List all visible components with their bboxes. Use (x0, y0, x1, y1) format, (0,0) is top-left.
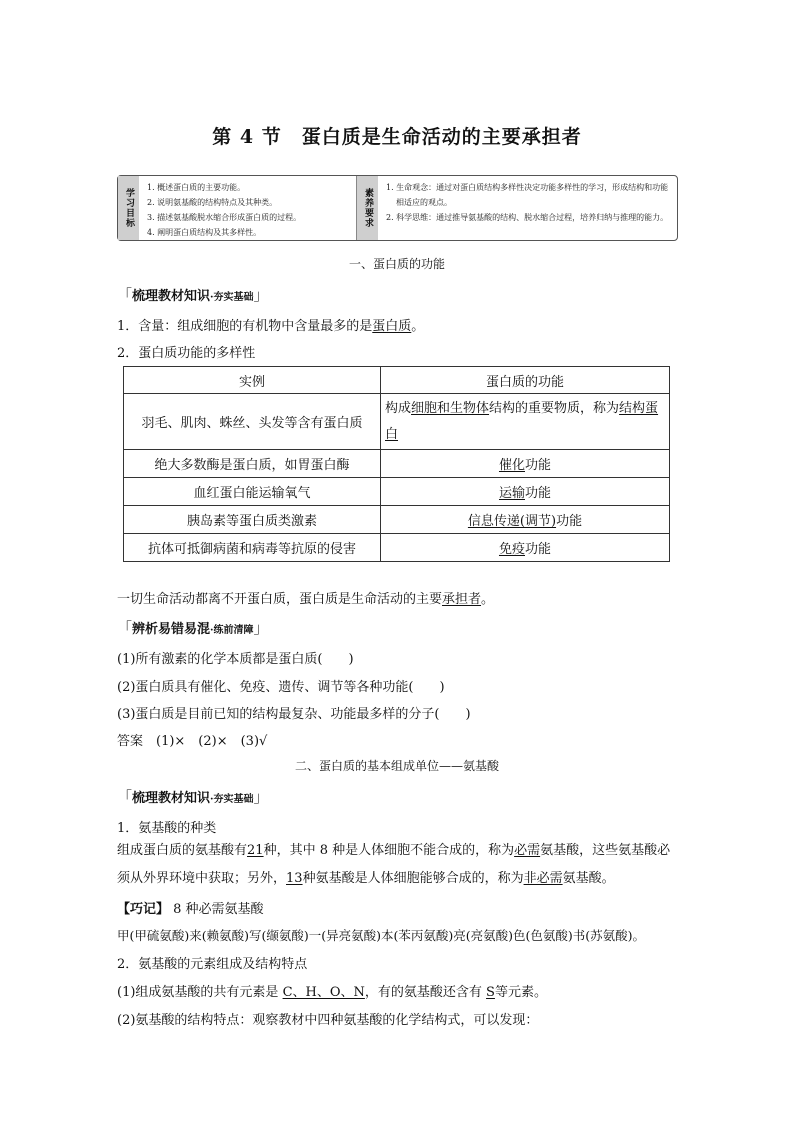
literacy-requirements-list (378, 176, 677, 240)
literacy-requirement-item: 2. 科学思维：通过推导氨基酸的结构、脱水缩合过程，培养归纳与推理的能力。 (386, 213, 669, 222)
section1-misconception-tag: 「辨析易错易混·练前清障」 (117, 619, 269, 637)
answer-line: 答案 (1)× (2)× (3)√ (117, 734, 268, 749)
learning-goals-box (117, 175, 678, 241)
function-cell: 构成细胞和生物体结构的重要物质，称为结构蛋白 (381, 394, 670, 450)
function-cell: 运输功能 (381, 478, 670, 506)
example-cell: 胰岛素等蛋白质类激素 (124, 506, 381, 534)
function-cell: 信息传递(调节)功能 (381, 506, 670, 534)
content-line: (1)组成氨基酸的共有元素是 C、H、O、N，有的氨基酸还含有 S等元素。 (117, 985, 547, 1000)
summary-line: 一切生命活动都离不开蛋白质，蛋白质是生命活动的主要承担者。 (117, 592, 495, 607)
example-cell: 血红蛋白能运输氧气 (124, 478, 381, 506)
content-line: (2)氨基酸的结构特点：观察教材中四种氨基酸的化学结构式，可以发现： (117, 1013, 539, 1028)
page-title: 第 4 节 蛋白质是生命活动的主要承担者 (212, 126, 582, 148)
table-header-cell: 蛋白质的功能 (381, 367, 670, 394)
table-row (124, 534, 670, 562)
question-item: (2)蛋白质具有催化、免疫、遗传、调节等各种功能( ) (117, 680, 445, 695)
question-item: (3)蛋白质是目前已知的结构最复杂、功能最多样的分子( ) (117, 707, 471, 722)
section2-heading: 二、蛋白质的基本组成单位——氨基酸 (294, 759, 499, 773)
table-row (124, 478, 670, 506)
learning-goals-tag: 学习目标 (118, 176, 139, 240)
function-cell: 免疫功能 (381, 534, 670, 562)
learning-goal-item: 1. 概述蛋白质的主要功能。 (147, 183, 246, 192)
learning-goal-item: 2. 说明氨基酸的结构特点及其种类。 (147, 198, 278, 207)
section1-knowledge-tag: 「梳理教材知识·夯实基础」 (117, 286, 269, 304)
example-cell: 抗体可抵御病菌和病毒等抗原的侵害 (124, 534, 381, 562)
mnemonic-line: 甲(甲硫氨酸)来(赖氨酸)写(缬氨酸)一(异亮氨酸)本(苯丙氨酸)亮(亮氨酸)色(色氨酸)书(苏氨酸)。 (117, 928, 646, 943)
table-header-cell: 实例 (124, 367, 381, 394)
example-cell: 羽毛、肌肉、蛛丝、头发等含有蛋白质 (124, 394, 381, 450)
section2-knowledge-tag: 「梳理教材知识·夯实基础」 (117, 788, 269, 806)
protein-function-table (123, 366, 670, 562)
tip-line: 【巧记】 8 种必需氨基酸 (117, 902, 264, 917)
paragraph: 组成蛋白质的氨基酸有21种，其中 8 种是人体细胞不能合成的，称为必需氨基酸，这些氨基酸必须从外界环境中获取；另外，13种氨基酸是人体细胞能够合成的，称为非必需氨基酸。 (117, 843, 671, 886)
subheading: 1．氨基酸的种类 (117, 821, 217, 836)
content-line: 1．含量：组成细胞的有机物中含量最多的是蛋白质。 (117, 319, 425, 334)
question-item: (1)所有激素的化学本质都是蛋白质( ) (117, 652, 354, 667)
learning-goals-list (139, 176, 357, 240)
literacy-requirement-item: 1. 生命观念：通过对蛋白质结构多样性决定功能多样性的学习，形成结构和功能相适应的观点。 (386, 183, 669, 207)
subheading: 2．氨基酸的元素组成及结构特点 (117, 957, 308, 972)
table-header-row (124, 367, 670, 394)
function-cell: 催化功能 (381, 450, 670, 478)
subheading: 2．蛋白质功能的多样性 (117, 346, 256, 361)
table-row (124, 450, 670, 478)
table-row (124, 394, 670, 450)
learning-goal-item: 4. 阐明蛋白质结构及其多样性。 (147, 228, 262, 237)
section1-heading: 一、蛋白质的功能 (348, 257, 445, 271)
example-cell: 绝大多数酶是蛋白质，如胃蛋白酶 (124, 450, 381, 478)
table-row (124, 506, 670, 534)
literacy-requirements-tag: 素养要求 (357, 176, 378, 240)
learning-goal-item: 3. 描述氨基酸脱水缩合形成蛋白质的过程。 (147, 213, 302, 222)
